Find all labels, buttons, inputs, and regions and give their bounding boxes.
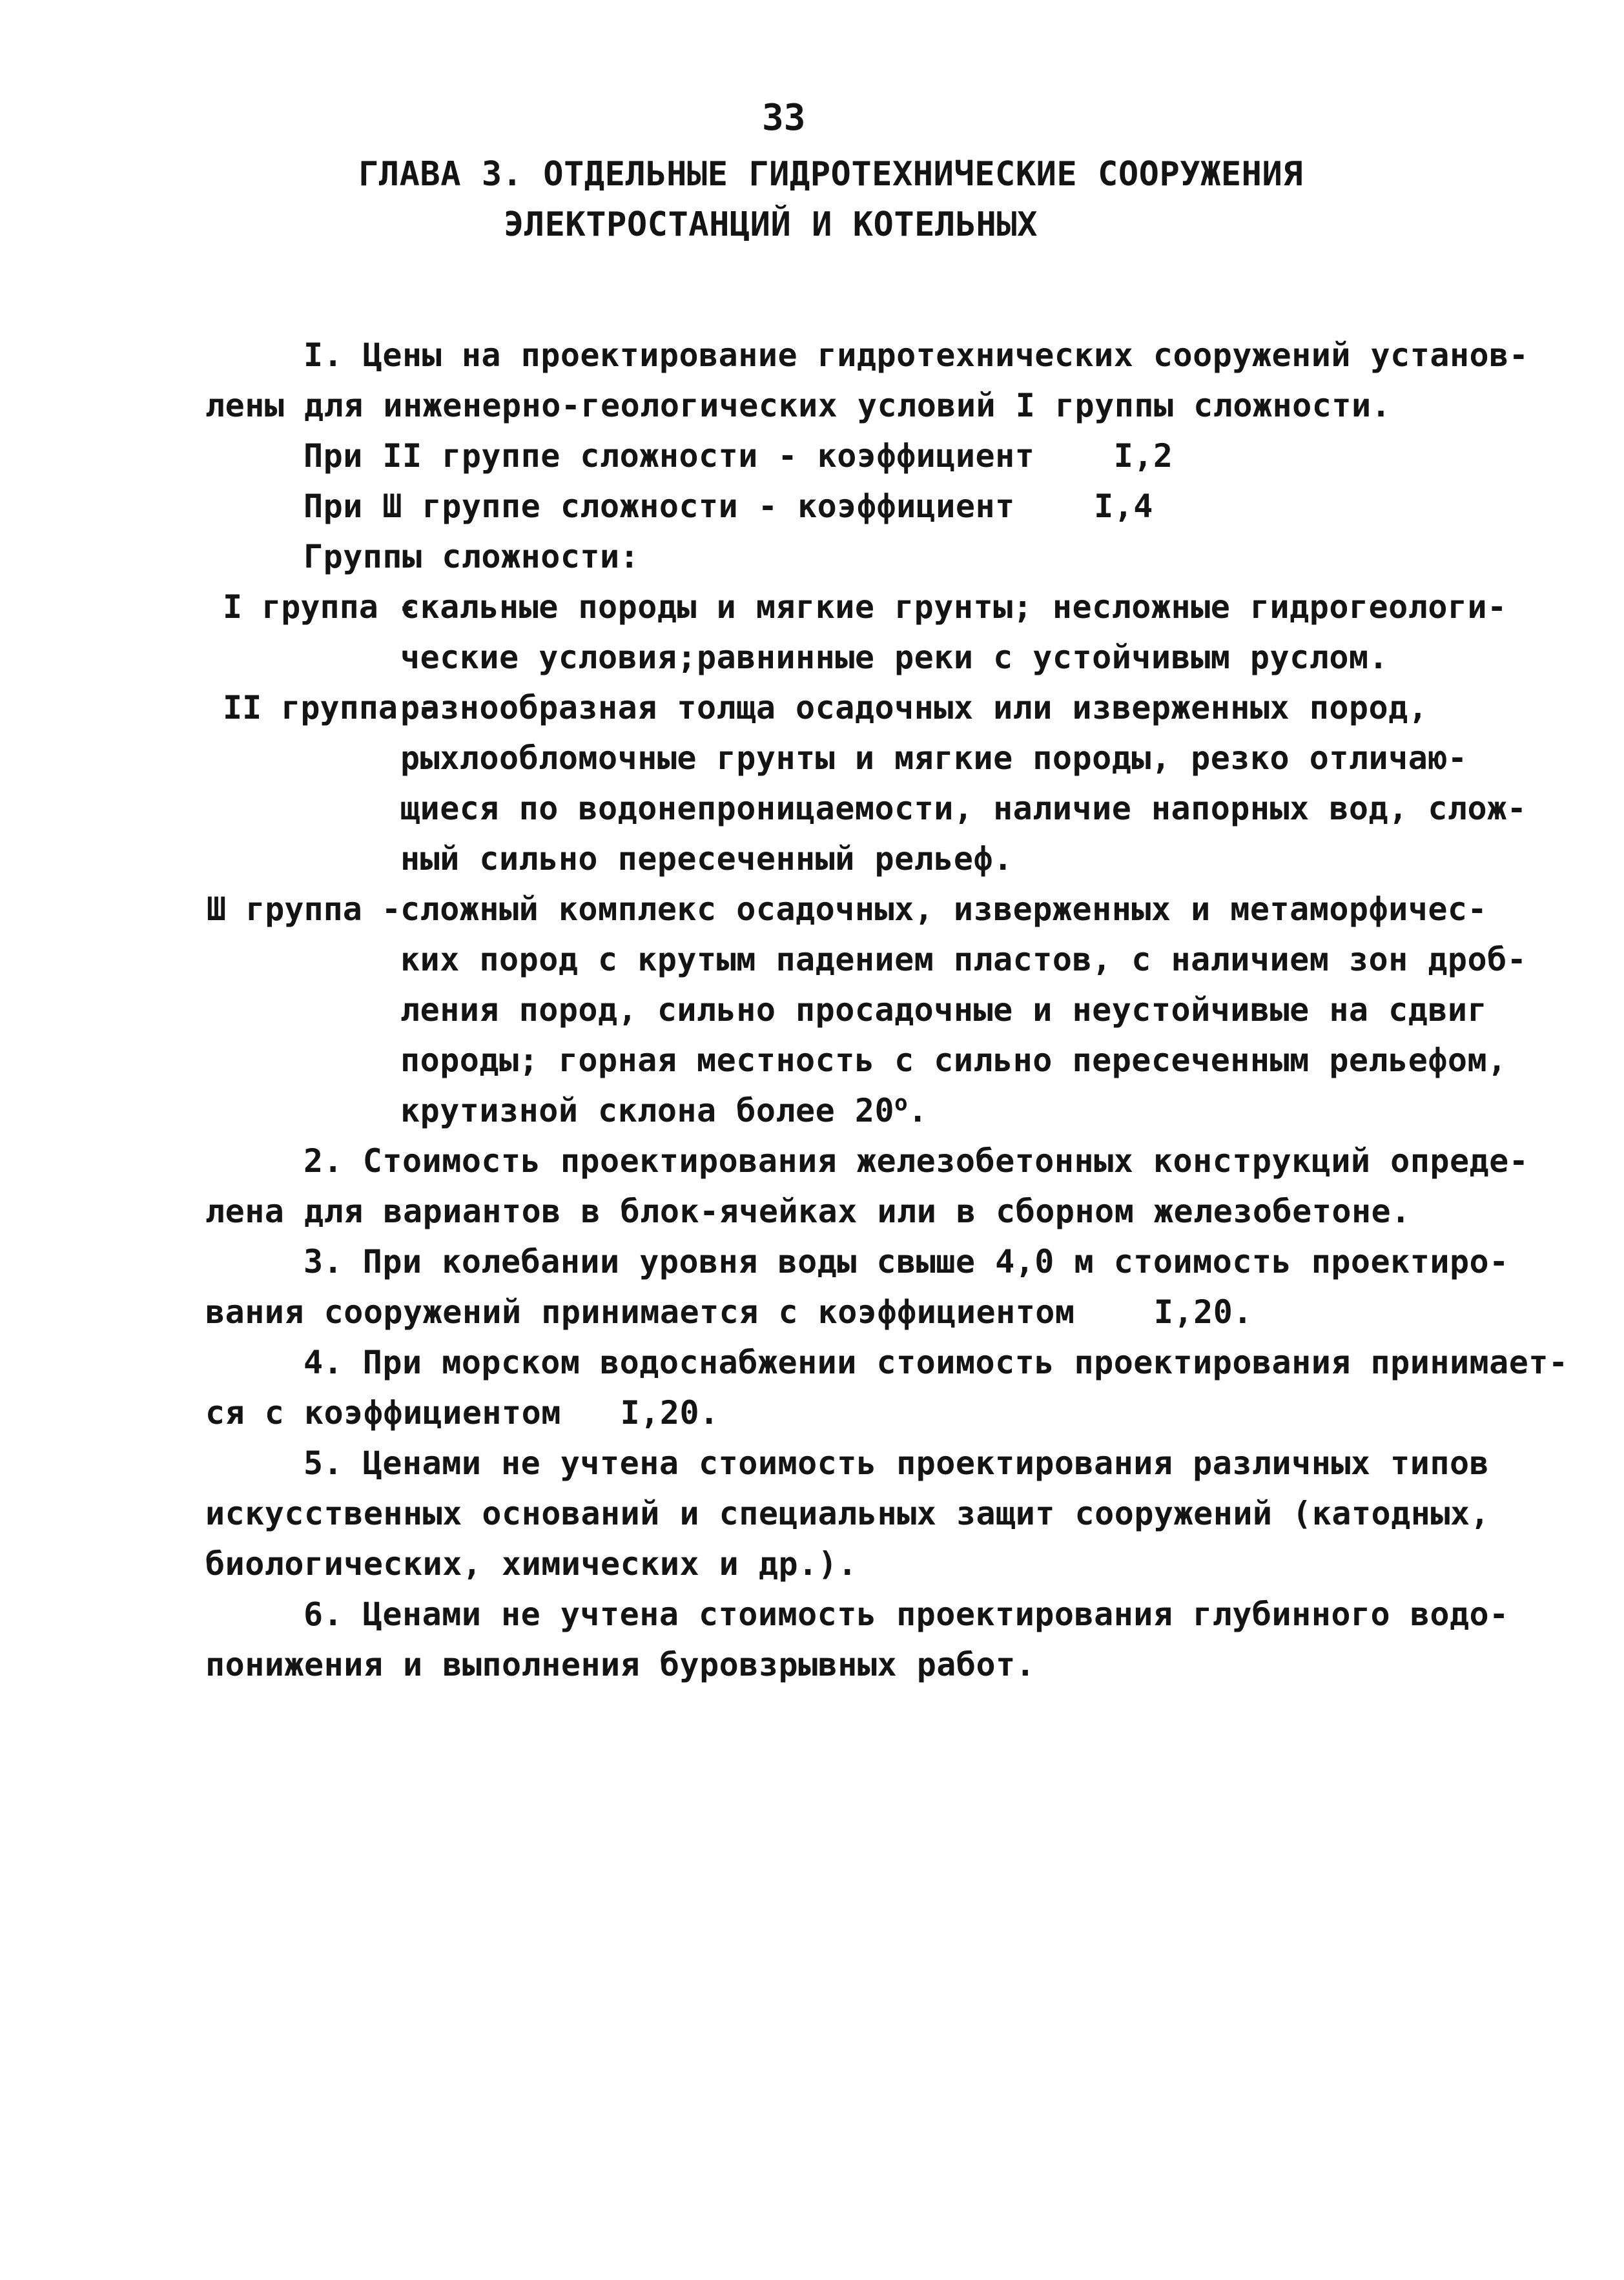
groups-title: Группы сложности: [303,538,640,575]
group2-line1: разнообразная толща осадочных или изверженных пород, [400,689,1428,726]
group1-line2: ческие условия;равнинные реки с устойчивым руслом. [400,639,1389,676]
para3-line2: вания сооружений принимается с коэффициентом I,20. [205,1293,1253,1331]
group3-line5-text: крутизной склона более 20 [400,1092,895,1129]
chapter-heading-line2: ЭЛЕКТРОСТАНЦИЙ И КОТЕЛЬНЫХ [504,205,1038,244]
coefficient-group3: При Ш группе сложности - коэффициент I,4 [303,488,1153,525]
para2-line2: лена для вариантов в блок-ячейках или в сборном железобетоне. [205,1193,1411,1230]
group2-line4: ный сильно пересеченный рельеф. [400,840,1013,878]
group3-label: Ш группа - [207,890,402,928]
group1-line1: скальные породы и мягкие грунты; несложные гидрогеологи- [400,588,1507,626]
group1-label: I группа - [223,588,418,626]
para2-line1: 2. Стоимость проектирования железобетонных конструкций опреде- [303,1142,1529,1180]
group2-label: II группа - [223,689,437,726]
chapter-heading-line1: ГЛАВА 3. ОТДЕЛЬНЫЕ ГИДРОТЕХНИЧЕСКИЕ СООРУЖЕНИЯ [358,155,1304,194]
para6-line2: понижения и выполнения буровзрывных работ. [205,1646,1036,1683]
para1-line1: I. Цены на проектирование гидротехнических сооружений установ- [303,336,1529,374]
para1-line2: лены для инженерно-геологических условий I группы сложности. [205,387,1392,424]
group3-line4: породы; горная местность с сильно пересеченным рельефом, [400,1042,1507,1079]
degree-superscript: о [894,1090,909,1116]
para6-line1: 6. Ценами не учтена стоимость проектирования глубинного водо- [303,1596,1509,1633]
para5-line1: 5. Ценами не учтена стоимость проектирования различных типов [303,1444,1490,1482]
group2-line2: рыхлообломочные грунты и мягкие породы, резко отличаю- [400,739,1468,777]
para3-line1: 3. При колебании уровня воды свыше 4,0 м стоимость проектиро- [303,1243,1509,1280]
group3-line3: ления пород, сильно просадочные и неустойчивые на сдвиг [400,991,1488,1029]
para4-line2: ся с коэффициентом I,20. [205,1394,719,1432]
para5-line2: искусственных оснований и специальных защит сооружений (катодных, [205,1495,1490,1532]
group3-line2: ких пород с крутым падением пластов, с наличием зон дроб- [400,941,1527,978]
group2-line3: щиеся по водонепроницаемости, наличие напорных вод, слож- [400,790,1527,827]
coefficient-group2: При II группе сложности - коэффициент I,2 [303,437,1173,475]
group3-line1: сложный комплекс осадочных, изверженных и метаморфичес- [400,890,1488,928]
para5-line3: биологических, химических и др.). [205,1545,858,1583]
group3-line5 [400,1091,928,1130]
group3-line5-end: . [908,1092,928,1129]
para4-line1: 4. При морском водоснабжении стоимость проектирования принимает- [303,1344,1568,1381]
page-number: 33 [762,97,806,139]
